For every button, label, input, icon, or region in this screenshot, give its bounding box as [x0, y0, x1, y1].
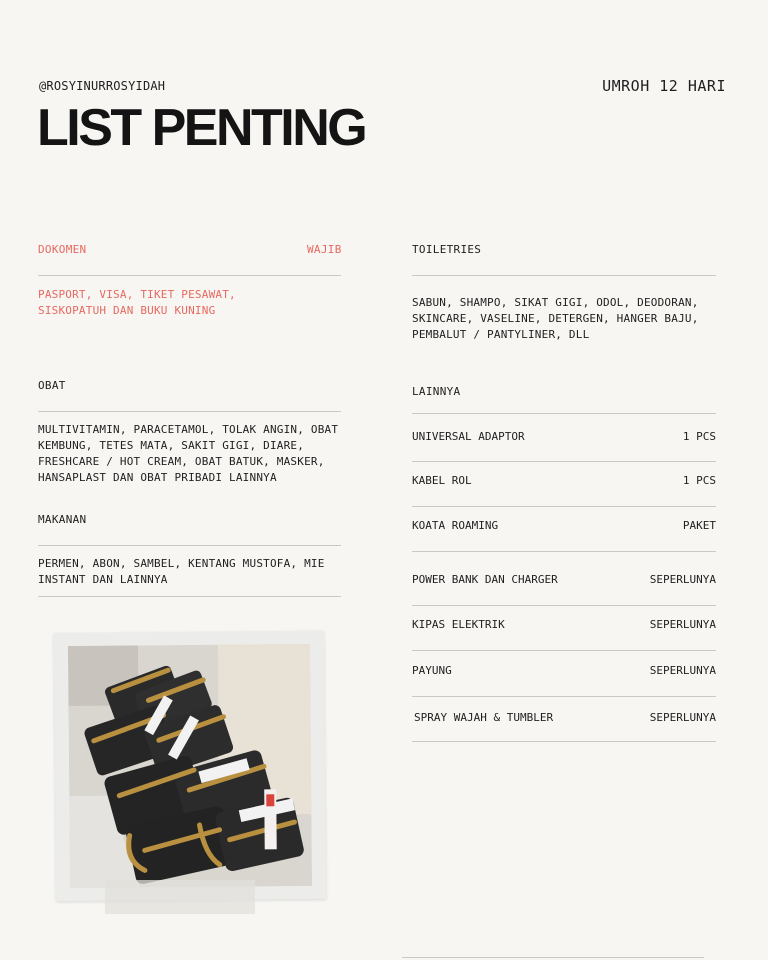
divider [412, 605, 716, 606]
item-name: POWER BANK DAN CHARGER [412, 573, 558, 586]
makanan-text [38, 556, 325, 588]
text-line: PASPORT, VISA, TIKET PESAWAT, [38, 288, 236, 301]
item-qty: SEPERLUNYA [649, 664, 716, 677]
photo-frame [54, 631, 326, 901]
text-line: SISKOPATUH DAN BUKU KUNING [38, 304, 216, 317]
divider [412, 650, 716, 651]
text-line: FRESHCARE / HOT CREAM, OBAT BATUK, MASKER, [38, 455, 325, 468]
toiletries-label: TOILETRIES [412, 243, 482, 256]
divider [412, 741, 716, 742]
page-title: LIST PENTING [37, 99, 366, 157]
obat-text [38, 422, 338, 486]
toiletries-text [412, 295, 699, 343]
item-name: SPRAY WAJAH & TUMBLER [414, 711, 554, 724]
divider [412, 275, 716, 276]
text-line: HANSAPLAST DAN OBAT PRIBADI LAINNYA [38, 471, 277, 484]
item-name: KOATA ROAMING [412, 519, 499, 532]
obat-label: OBAT [38, 379, 66, 392]
divider [38, 545, 341, 546]
account-handle: @ROSYINURROSYIDAH [39, 79, 166, 93]
wajib-tag: WAJIB [307, 243, 342, 256]
lainnya-label: LAINNYA [412, 385, 461, 398]
divider [412, 506, 716, 507]
item-qty: 1 PCS [682, 474, 716, 487]
item-qty: PAKET [682, 519, 716, 532]
text-line: KEMBUNG, TETES MATA, SAKIT GIGI, DIARE, [38, 439, 305, 452]
text-line: PEMBALUT / PANTYLINER, DLL [412, 328, 590, 341]
divider [412, 413, 716, 414]
dokomen-label: DOKOMEN [38, 243, 87, 256]
text-line: MULTIVITAMIN, PARACETAMOL, TOLAK ANGIN, OBAT [38, 423, 339, 436]
divider [412, 696, 716, 697]
item-name: UNIVERSAL ADAPTOR [412, 430, 525, 443]
suitcases-photo [68, 644, 312, 888]
item-name: KIPAS ELEKTRIK [412, 618, 505, 631]
item-qty: SEPERLUNYA [649, 711, 716, 724]
divider [402, 957, 704, 958]
tape-strip [105, 880, 255, 914]
divider [38, 411, 341, 412]
divider [412, 461, 716, 462]
text-line: PERMEN, ABON, SAMBEL, KENTANG MUSTOFA, MIE [38, 557, 325, 570]
text-line: SKINCARE, VASELINE, DETERGEN, HANGER BAJU, [412, 312, 699, 325]
item-qty: SEPERLUNYA [649, 573, 716, 586]
item-name: PAYUNG [412, 664, 452, 677]
item-name: KABEL ROL [412, 474, 472, 487]
trip-duration: UMROH 12 HARI [602, 77, 726, 95]
item-qty: SEPERLUNYA [649, 618, 716, 631]
dokomen-text [38, 287, 236, 319]
text-line: SABUN, SHAMPO, SIKAT GIGI, ODOL, DEODORAN, [412, 296, 699, 309]
divider [38, 596, 341, 597]
makanan-label: MAKANAN [38, 513, 87, 526]
divider [412, 551, 716, 552]
divider [38, 275, 341, 276]
text-line: INSTANT DAN LAINNYA [38, 573, 168, 586]
item-qty: 1 PCS [682, 430, 716, 443]
